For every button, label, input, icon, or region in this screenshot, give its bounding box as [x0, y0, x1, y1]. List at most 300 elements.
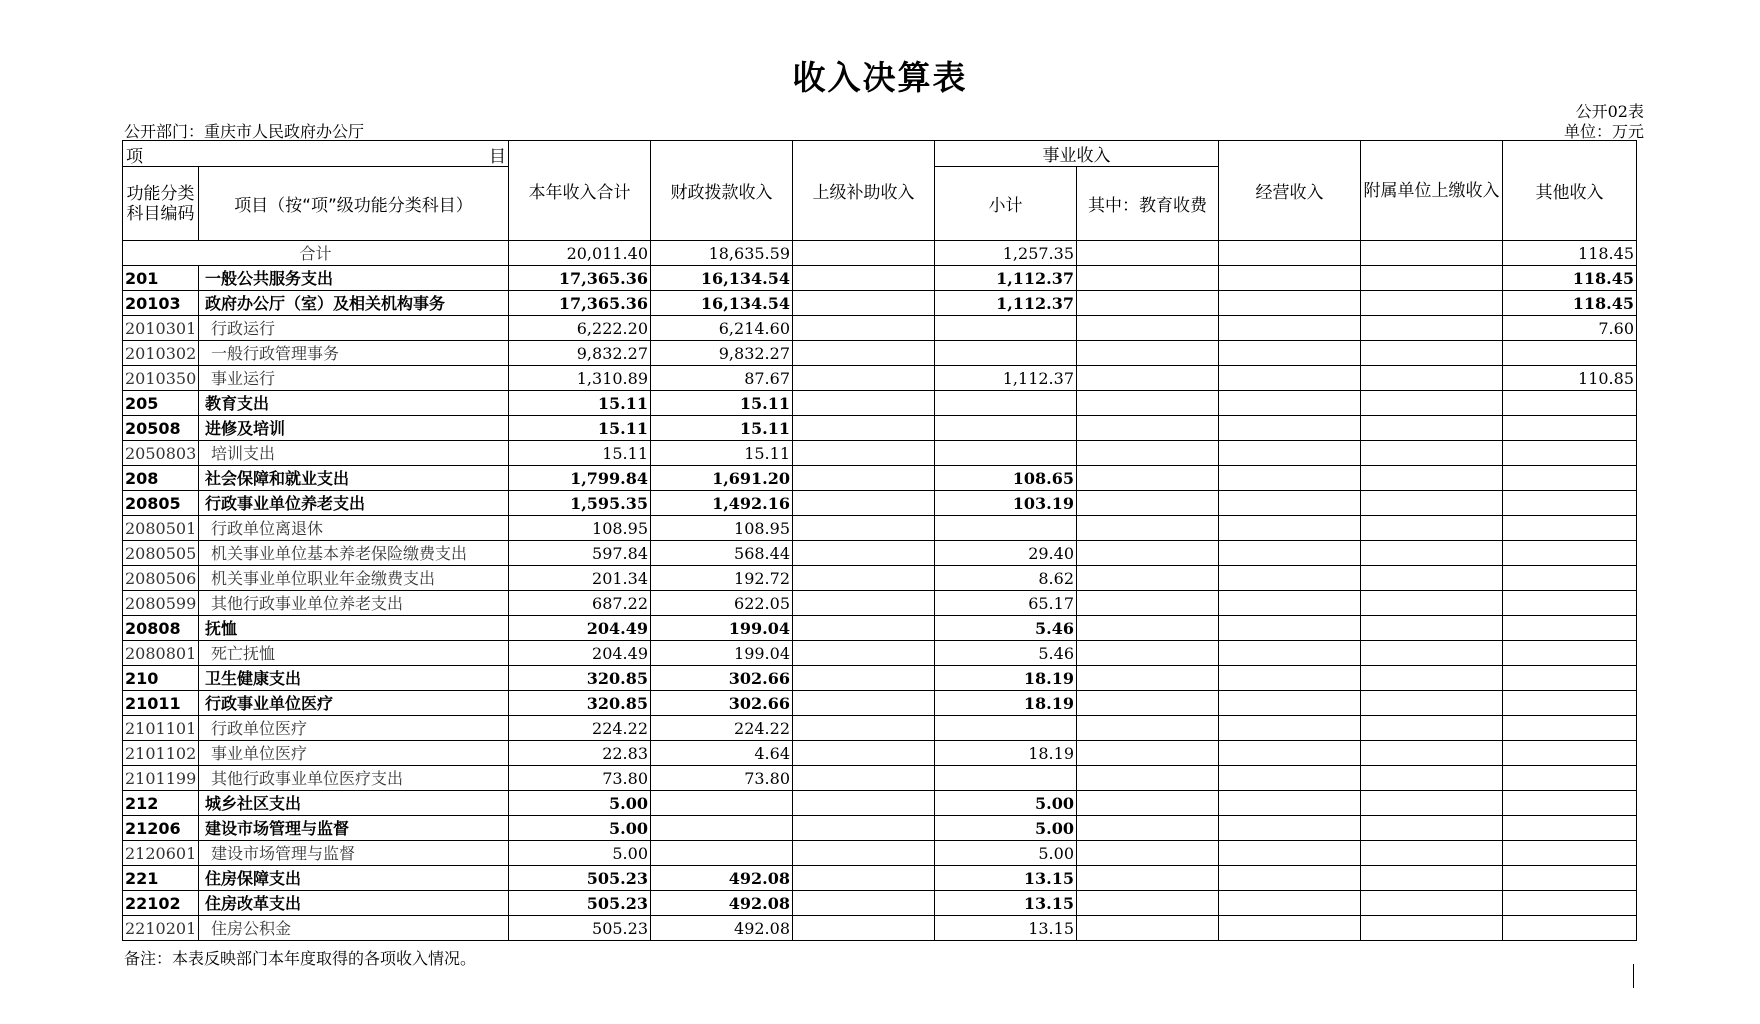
- row-code: 2010350: [123, 366, 199, 391]
- row-code: 208: [123, 466, 199, 491]
- row-total: 505.23: [509, 866, 651, 891]
- item-header: [123, 141, 509, 167]
- row-other: [1503, 891, 1637, 916]
- row-subtotal: 13.15: [935, 891, 1077, 916]
- table-row: [123, 916, 1637, 941]
- row-fiscal: 1,492.16: [651, 491, 793, 516]
- row-business: [1219, 666, 1361, 691]
- row-fiscal: 1,691.20: [651, 466, 793, 491]
- row-business: [1219, 591, 1361, 616]
- row-edu: [1077, 316, 1219, 341]
- row-business: [1219, 316, 1361, 341]
- row-fiscal: 492.08: [651, 866, 793, 891]
- header-other: 其他收入: [1503, 141, 1637, 241]
- table-row: [123, 766, 1637, 791]
- row-name: 其他行政事业单位医疗支出: [199, 766, 509, 791]
- row-business: [1219, 766, 1361, 791]
- row-subtotal: [935, 441, 1077, 466]
- table-row: [123, 741, 1637, 766]
- row-total: 204.49: [509, 641, 651, 666]
- row-total: 201.34: [509, 566, 651, 591]
- row-edu: [1077, 816, 1219, 841]
- row-name: 死亡抚恤: [199, 641, 509, 666]
- row-other: [1503, 716, 1637, 741]
- row-total: 204.49: [509, 616, 651, 641]
- row-business: [1219, 791, 1361, 816]
- row-affiliated: [1361, 466, 1503, 491]
- row-subtotal: 13.15: [935, 916, 1077, 941]
- table-row: [123, 466, 1637, 491]
- row-name: 其他行政事业单位养老支出: [199, 591, 509, 616]
- row-business: [1219, 291, 1361, 316]
- row-total: 224.22: [509, 716, 651, 741]
- row-fiscal: [651, 841, 793, 866]
- row-fiscal: 224.22: [651, 716, 793, 741]
- row-name: 行政运行: [199, 316, 509, 341]
- header-superior: 上级补助收入: [793, 141, 935, 241]
- row-total: 320.85: [509, 666, 651, 691]
- row-edu: [1077, 791, 1219, 816]
- total-total: 20,011.40: [509, 241, 651, 266]
- row-name: 机关事业单位职业年金缴费支出: [199, 566, 509, 591]
- row-total: 320.85: [509, 691, 651, 716]
- row-subtotal: [935, 341, 1077, 366]
- row-name: 行政单位医疗: [199, 716, 509, 741]
- row-other: [1503, 591, 1637, 616]
- row-superior: [793, 341, 935, 366]
- row-other: 118.45: [1503, 291, 1637, 316]
- row-business: [1219, 616, 1361, 641]
- row-fiscal: 15.11: [651, 391, 793, 416]
- header-career-subtotal: 小计: [935, 167, 1077, 241]
- row-superior: [793, 741, 935, 766]
- row-affiliated: [1361, 691, 1503, 716]
- row-name: 事业单位医疗: [199, 741, 509, 766]
- row-name: 建设市场管理与监督: [199, 841, 509, 866]
- row-affiliated: [1361, 291, 1503, 316]
- row-affiliated: [1361, 916, 1503, 941]
- row-code: 205: [123, 391, 199, 416]
- row-superior: [793, 591, 935, 616]
- row-other: [1503, 741, 1637, 766]
- row-edu: [1077, 666, 1219, 691]
- row-business: [1219, 541, 1361, 566]
- row-code: 201: [123, 266, 199, 291]
- table-row: [123, 416, 1637, 441]
- row-total: 505.23: [509, 916, 651, 941]
- row-other: [1503, 566, 1637, 591]
- row-code: 2010301: [123, 316, 199, 341]
- row-fiscal: 6,214.60: [651, 316, 793, 341]
- row-fiscal: 622.05: [651, 591, 793, 616]
- row-total: 5.00: [509, 816, 651, 841]
- row-other: [1503, 341, 1637, 366]
- row-code: 2101101: [123, 716, 199, 741]
- table-row: [123, 641, 1637, 666]
- row-subtotal: [935, 416, 1077, 441]
- header-fiscal: 财政拨款收入: [651, 141, 793, 241]
- total-subtotal: 1,257.35: [935, 241, 1077, 266]
- table-row: [123, 816, 1637, 841]
- row-code: 21011: [123, 691, 199, 716]
- table-row: [123, 516, 1637, 541]
- row-superior: [793, 666, 935, 691]
- row-subtotal: 13.15: [935, 866, 1077, 891]
- row-affiliated: [1361, 641, 1503, 666]
- row-name: 事业运行: [199, 366, 509, 391]
- header-total: 本年收入合计: [509, 141, 651, 241]
- table-row: [123, 541, 1637, 566]
- row-business: [1219, 691, 1361, 716]
- row-other: [1503, 416, 1637, 441]
- row-business: [1219, 441, 1361, 466]
- table-row: [123, 716, 1637, 741]
- row-code: 20808: [123, 616, 199, 641]
- row-total: 22.83: [509, 741, 651, 766]
- row-superior: [793, 266, 935, 291]
- row-subtotal: 103.19: [935, 491, 1077, 516]
- row-other: [1503, 641, 1637, 666]
- row-other: 110.85: [1503, 366, 1637, 391]
- row-business: [1219, 466, 1361, 491]
- row-name: 机关事业单位基本养老保险缴费支出: [199, 541, 509, 566]
- row-subtotal: [935, 391, 1077, 416]
- row-superior: [793, 541, 935, 566]
- row-affiliated: [1361, 516, 1503, 541]
- row-total: 505.23: [509, 891, 651, 916]
- row-fiscal: 199.04: [651, 641, 793, 666]
- table-row: [123, 316, 1637, 341]
- row-code: 2210201: [123, 916, 199, 941]
- row-business: [1219, 366, 1361, 391]
- total-fiscal: 18,635.59: [651, 241, 793, 266]
- row-affiliated: [1361, 841, 1503, 866]
- row-subtotal: 5.00: [935, 791, 1077, 816]
- total-business: [1219, 241, 1361, 266]
- row-superior: [793, 616, 935, 641]
- row-total: 687.22: [509, 591, 651, 616]
- row-subtotal: 5.00: [935, 816, 1077, 841]
- row-name: 住房改革支出: [199, 891, 509, 916]
- table-row: [123, 491, 1637, 516]
- row-edu: [1077, 716, 1219, 741]
- table-row: [123, 616, 1637, 641]
- row-fiscal: 87.67: [651, 366, 793, 391]
- row-subtotal: 65.17: [935, 591, 1077, 616]
- row-business: [1219, 491, 1361, 516]
- row-superior: [793, 441, 935, 466]
- row-total: 15.11: [509, 391, 651, 416]
- row-superior: [793, 366, 935, 391]
- row-subtotal: 108.65: [935, 466, 1077, 491]
- row-other: [1503, 766, 1637, 791]
- row-edu: [1077, 541, 1219, 566]
- row-total: 1,799.84: [509, 466, 651, 491]
- row-fiscal: 73.80: [651, 766, 793, 791]
- row-superior: [793, 691, 935, 716]
- row-superior: [793, 916, 935, 941]
- row-business: [1219, 391, 1361, 416]
- table-row: [123, 566, 1637, 591]
- row-business: [1219, 416, 1361, 441]
- row-edu: [1077, 516, 1219, 541]
- row-business: [1219, 716, 1361, 741]
- row-code: 2080801: [123, 641, 199, 666]
- row-total: 1,310.89: [509, 366, 651, 391]
- row-affiliated: [1361, 766, 1503, 791]
- row-other: [1503, 516, 1637, 541]
- row-name: 行政单位离退休: [199, 516, 509, 541]
- header-name: 项目（按“项”级功能分类科目）: [199, 167, 509, 241]
- row-fiscal: 9,832.27: [651, 341, 793, 366]
- row-name: 进修及培训: [199, 416, 509, 441]
- row-superior: [793, 841, 935, 866]
- row-affiliated: [1361, 341, 1503, 366]
- row-affiliated: [1361, 441, 1503, 466]
- row-subtotal: 1,112.37: [935, 366, 1077, 391]
- row-other: [1503, 491, 1637, 516]
- table-row: [123, 441, 1637, 466]
- row-edu: [1077, 416, 1219, 441]
- row-code: 210: [123, 666, 199, 691]
- row-edu: [1077, 691, 1219, 716]
- row-superior: [793, 391, 935, 416]
- row-edu: [1077, 291, 1219, 316]
- row-superior: [793, 866, 935, 891]
- row-subtotal: 1,112.37: [935, 291, 1077, 316]
- table-body: [123, 241, 1637, 941]
- row-code: 20508: [123, 416, 199, 441]
- row-fiscal: 199.04: [651, 616, 793, 641]
- row-business: [1219, 891, 1361, 916]
- row-superior: [793, 316, 935, 341]
- row-affiliated: [1361, 416, 1503, 441]
- total-affiliated: [1361, 241, 1503, 266]
- row-subtotal: 5.46: [935, 641, 1077, 666]
- table-row: [123, 891, 1637, 916]
- row-edu: [1077, 591, 1219, 616]
- row-code: 2101102: [123, 741, 199, 766]
- row-code: 2120601: [123, 841, 199, 866]
- row-edu: [1077, 341, 1219, 366]
- row-affiliated: [1361, 591, 1503, 616]
- row-edu: [1077, 916, 1219, 941]
- row-affiliated: [1361, 791, 1503, 816]
- row-name: 卫生健康支出: [199, 666, 509, 691]
- row-edu: [1077, 491, 1219, 516]
- row-other: [1503, 616, 1637, 641]
- total-label: 合计: [123, 241, 509, 266]
- row-subtotal: 5.46: [935, 616, 1077, 641]
- table-row: [123, 841, 1637, 866]
- row-edu: [1077, 616, 1219, 641]
- header-career-edu: 其中：教育收费: [1077, 167, 1219, 241]
- row-total: 15.11: [509, 416, 651, 441]
- row-affiliated: [1361, 316, 1503, 341]
- row-subtotal: [935, 766, 1077, 791]
- row-fiscal: 492.08: [651, 916, 793, 941]
- row-edu: [1077, 741, 1219, 766]
- row-code: 2080506: [123, 566, 199, 591]
- row-fiscal: 302.66: [651, 666, 793, 691]
- row-business: [1219, 816, 1361, 841]
- row-affiliated: [1361, 891, 1503, 916]
- row-superior: [793, 416, 935, 441]
- row-total: 108.95: [509, 516, 651, 541]
- row-name: 政府办公厅（室）及相关机构事务: [199, 291, 509, 316]
- row-business: [1219, 516, 1361, 541]
- row-affiliated: [1361, 666, 1503, 691]
- row-other: [1503, 816, 1637, 841]
- row-edu: [1077, 566, 1219, 591]
- row-fiscal: [651, 816, 793, 841]
- row-business: [1219, 641, 1361, 666]
- row-edu: [1077, 866, 1219, 891]
- row-code: 2010302: [123, 341, 199, 366]
- row-code: 212: [123, 791, 199, 816]
- row-affiliated: [1361, 366, 1503, 391]
- row-affiliated: [1361, 566, 1503, 591]
- row-other: [1503, 666, 1637, 691]
- row-code: 2050803: [123, 441, 199, 466]
- form-code: 公开02表: [1575, 102, 1644, 121]
- row-code: 2080505: [123, 541, 199, 566]
- table-row: [123, 291, 1637, 316]
- row-affiliated: [1361, 716, 1503, 741]
- footnote: 备注：本表反映部门本年度取得的各项收入情况。: [124, 949, 477, 968]
- item-header-right: 目: [489, 147, 506, 167]
- table-header: [123, 141, 1637, 241]
- row-total: 1,595.35: [509, 491, 651, 516]
- row-edu: [1077, 891, 1219, 916]
- header-affiliated: 附属单位上缴收入: [1361, 141, 1503, 241]
- row-code: 20103: [123, 291, 199, 316]
- department-label: 公开部门：重庆市人民政府办公厅: [124, 122, 365, 141]
- total-row: [123, 241, 1637, 266]
- row-name: 培训支出: [199, 441, 509, 466]
- row-other: [1503, 866, 1637, 891]
- row-name: 行政事业单位养老支出: [199, 491, 509, 516]
- row-affiliated: [1361, 266, 1503, 291]
- row-other: [1503, 841, 1637, 866]
- row-name: 行政事业单位医疗: [199, 691, 509, 716]
- row-superior: [793, 466, 935, 491]
- row-total: 597.84: [509, 541, 651, 566]
- row-superior: [793, 766, 935, 791]
- table-row: [123, 366, 1637, 391]
- row-affiliated: [1361, 391, 1503, 416]
- row-fiscal: 16,134.54: [651, 266, 793, 291]
- row-superior: [793, 491, 935, 516]
- row-name: 住房保障支出: [199, 866, 509, 891]
- row-superior: [793, 816, 935, 841]
- table-row: [123, 591, 1637, 616]
- row-edu: [1077, 766, 1219, 791]
- row-code: 2080599: [123, 591, 199, 616]
- row-fiscal: 15.11: [651, 416, 793, 441]
- total-superior: [793, 241, 935, 266]
- row-edu: [1077, 391, 1219, 416]
- row-superior: [793, 291, 935, 316]
- item-header-left: 项: [126, 147, 143, 167]
- row-name: 一般公共服务支出: [199, 266, 509, 291]
- row-total: 73.80: [509, 766, 651, 791]
- total-other: 118.45: [1503, 241, 1637, 266]
- row-name: 建设市场管理与监督: [199, 816, 509, 841]
- row-code: 2080501: [123, 516, 199, 541]
- row-name: 抚恤: [199, 616, 509, 641]
- row-business: [1219, 741, 1361, 766]
- row-other: [1503, 466, 1637, 491]
- row-business: [1219, 266, 1361, 291]
- row-other: [1503, 391, 1637, 416]
- header-business: 经营收入: [1219, 141, 1361, 241]
- row-subtotal: 18.19: [935, 691, 1077, 716]
- row-other: [1503, 441, 1637, 466]
- row-subtotal: 5.00: [935, 841, 1077, 866]
- row-business: [1219, 566, 1361, 591]
- row-other: [1503, 541, 1637, 566]
- row-edu: [1077, 641, 1219, 666]
- row-subtotal: 29.40: [935, 541, 1077, 566]
- row-subtotal: [935, 516, 1077, 541]
- row-fiscal: 568.44: [651, 541, 793, 566]
- edge-mark: [1633, 964, 1634, 988]
- table-row: [123, 691, 1637, 716]
- row-other: [1503, 916, 1637, 941]
- row-other: [1503, 791, 1637, 816]
- row-subtotal: 8.62: [935, 566, 1077, 591]
- row-code: 22102: [123, 891, 199, 916]
- row-affiliated: [1361, 616, 1503, 641]
- row-total: 5.00: [509, 841, 651, 866]
- row-subtotal: 1,112.37: [935, 266, 1077, 291]
- table-row: [123, 341, 1637, 366]
- row-total: 5.00: [509, 791, 651, 816]
- table-row: [123, 866, 1637, 891]
- row-subtotal: [935, 716, 1077, 741]
- row-total: 15.11: [509, 441, 651, 466]
- row-superior: [793, 891, 935, 916]
- row-name: 住房公积金: [199, 916, 509, 941]
- row-fiscal: [651, 791, 793, 816]
- row-affiliated: [1361, 816, 1503, 841]
- row-business: [1219, 916, 1361, 941]
- row-affiliated: [1361, 491, 1503, 516]
- row-edu: [1077, 466, 1219, 491]
- row-fiscal: 492.08: [651, 891, 793, 916]
- row-code: 2101199: [123, 766, 199, 791]
- row-other: [1503, 691, 1637, 716]
- table-row: [123, 266, 1637, 291]
- unit-label: 单位：万元: [1563, 122, 1644, 141]
- row-edu: [1077, 441, 1219, 466]
- row-code: 21206: [123, 816, 199, 841]
- table-row: [123, 791, 1637, 816]
- row-fiscal: 16,134.54: [651, 291, 793, 316]
- row-fiscal: 192.72: [651, 566, 793, 591]
- table-row: [123, 391, 1637, 416]
- row-edu: [1077, 366, 1219, 391]
- row-edu: [1077, 266, 1219, 291]
- income-table: [122, 140, 1637, 941]
- row-total: 17,365.36: [509, 291, 651, 316]
- row-fiscal: 108.95: [651, 516, 793, 541]
- row-name: 社会保障和就业支出: [199, 466, 509, 491]
- row-total: 9,832.27: [509, 341, 651, 366]
- row-code: 221: [123, 866, 199, 891]
- row-business: [1219, 841, 1361, 866]
